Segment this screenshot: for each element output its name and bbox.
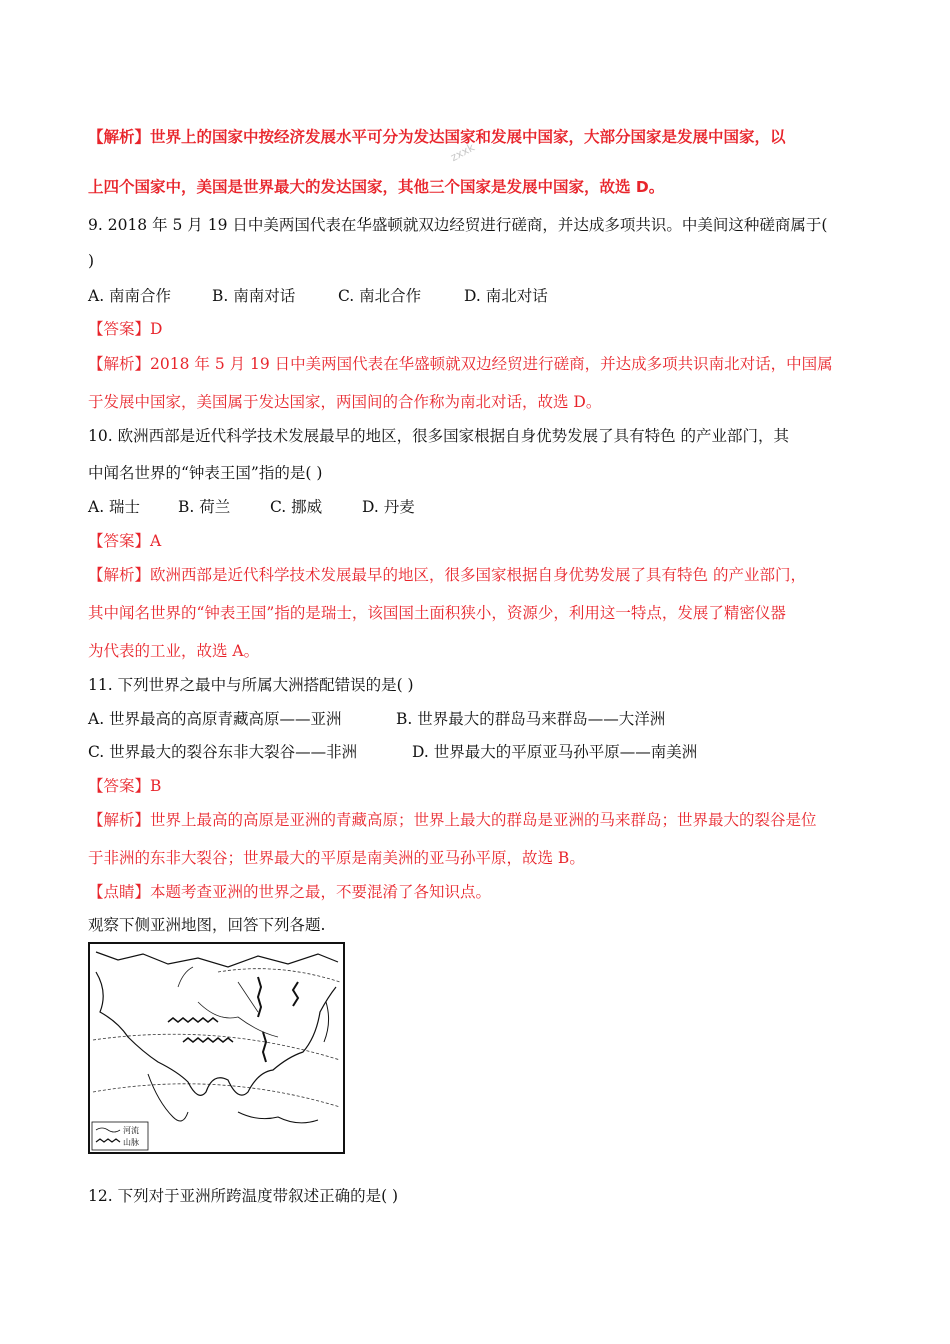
q9-option-b[interactable]: B. 南南对话 [212, 287, 296, 305]
q10-analysis-line2: 其中闻名世界的“钟表王国”指的是瑞士，该国国土面积狭小，资源少，利用这一特点，发展了精密仪器 [88, 604, 786, 622]
analysis-tag: 【解析】 [88, 811, 151, 829]
q10-stem-cont: 中闻名世界的“钟表王国”指的是( ) [88, 464, 323, 482]
q8-analysis-line2: 上四个国家中，美国是世界最大的发达国家，其他三个国家是发展中国家，故选 D。 [88, 178, 665, 196]
comment-text: 本题考查亚洲的世界之最，不要混淆了各知识点。 [150, 883, 492, 901]
q10-option-c[interactable]: C. 挪威 [270, 498, 323, 516]
q9-option-a[interactable]: A. 南南合作 [88, 287, 172, 305]
q10-answer [88, 530, 161, 552]
analysis-text: 世界上的国家中按经济发展水平可分为发达国家和发展中国家，大部分国家是发展中国家，以 [150, 128, 786, 146]
q11-option-c[interactable]: C. 世界最大的裂谷东非大裂谷——非洲 [88, 743, 358, 761]
q9-analysis-line1 [88, 353, 833, 375]
q11-option-d[interactable]: D. 世界最大的平原亚马孙平原——南美洲 [412, 743, 698, 761]
q12-stem: 12. 下列对于亚洲所跨温度带叙述正确的是( ) [88, 1187, 399, 1205]
answer-value: B [150, 777, 162, 795]
q11-answer [88, 775, 161, 797]
q11-analysis-line1 [88, 809, 817, 831]
q9-stem-cont: ) [88, 252, 95, 270]
q11-option-b[interactable]: B. 世界最大的群岛马来群岛——大洋洲 [396, 710, 666, 728]
q9-analysis-line2: 于发展中国家，美国属于发达国家，两国间的合作称为南北对话，故选 D。 [88, 393, 602, 411]
q9-stem: 9. 2018 年 5 月 19 日中美两国代表在华盛顿就双边经贸进行磋商，并达成多项共识。中美间这种磋商属于( [88, 216, 828, 234]
q10-option-d[interactable]: D. 丹麦 [362, 498, 415, 516]
answer-tag: 【答案】 [88, 532, 151, 550]
answer-tag: 【答案】 [88, 777, 151, 795]
analysis-tag: 【解析】 [88, 128, 151, 146]
q11-options-row1 [88, 708, 665, 730]
q11-analysis-line2: 于非洲的东非大裂谷；世界最大的平原是南美洲的亚马孙平原，故选 B。 [88, 849, 585, 867]
q11-comment [88, 881, 491, 903]
asia-map-svg [88, 942, 345, 1154]
q9-answer [88, 318, 162, 340]
q9-options [88, 285, 548, 307]
answer-value: A [150, 532, 162, 550]
q9-option-d[interactable]: D. 南北对话 [464, 287, 548, 305]
q11-options-row2 [88, 741, 697, 763]
analysis-tag: 【解析】 [88, 355, 151, 373]
legend-mountain: 山脉 [123, 1138, 139, 1147]
answer-tag: 【答案】 [88, 320, 151, 338]
q10-analysis-line1 [88, 564, 806, 586]
q8-analysis-line1 [88, 126, 786, 148]
map-intro: 观察下侧亚洲地图，回答下列各题. [88, 916, 326, 934]
analysis-text: 欧洲西部是近代科学技术发展最早的地区，很多国家根据自身优势发展了具有特色 的产业部门， [150, 566, 806, 584]
q10-stem: 10. 欧洲西部是近代科学技术发展最早的地区，很多国家根据自身优势发展了具有特色 的产业部门，其 [88, 427, 790, 445]
analysis-text: 世界上最高的高原是亚洲的青藏高原；世界上最大的群岛是亚洲的马来群岛；世界最大的裂谷是位 [150, 811, 817, 829]
legend-river: 河流 [123, 1126, 139, 1135]
watermark: zxxk [448, 140, 477, 165]
asia-map [88, 942, 345, 1154]
comment-tag: 【点睛】 [88, 883, 151, 901]
answer-value: D [150, 320, 163, 338]
q10-analysis-line3: 为代表的工业，故选 A。 [88, 642, 260, 660]
q10-options [88, 496, 415, 518]
analysis-text: 2018 年 5 月 19 日中美两国代表在华盛顿就双边经贸进行磋商，并达成多项共识南北对话，中国属 [150, 355, 833, 373]
q10-option-b[interactable]: B. 荷兰 [178, 498, 231, 516]
q11-option-a[interactable]: A. 世界最高的高原青藏高原——亚洲 [88, 710, 342, 728]
q10-option-a[interactable]: A. 瑞士 [88, 498, 141, 516]
analysis-tag: 【解析】 [88, 566, 151, 584]
q11-stem: 11. 下列世界之最中与所属大洲搭配错误的是( ) [88, 676, 414, 694]
q9-option-c[interactable]: C. 南北合作 [338, 287, 422, 305]
